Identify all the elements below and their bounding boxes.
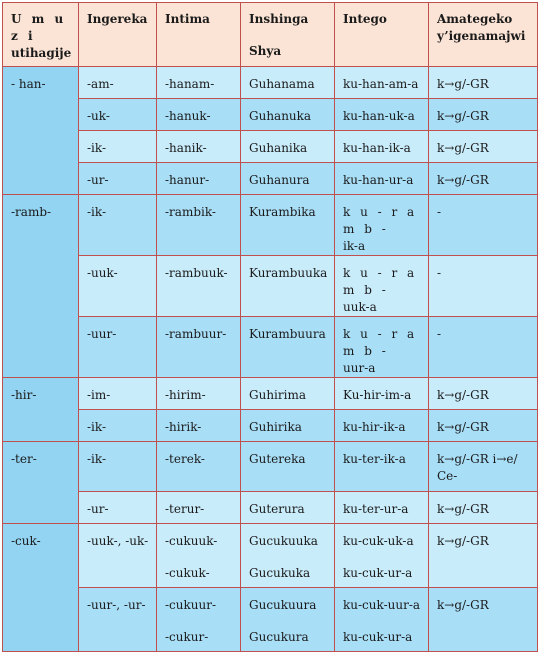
umuzi-cell xyxy=(3,524,79,652)
inshinga-cell xyxy=(241,442,335,492)
intego-cell xyxy=(335,195,429,256)
ingereka-cell xyxy=(79,378,157,410)
ingereka-cell xyxy=(79,163,157,195)
cell-text: -hirik- xyxy=(165,420,202,434)
header-text: y’igenamajwi xyxy=(437,29,526,43)
cell-text: ku-cuk-uk-a xyxy=(343,534,414,548)
cell-text: ku-han-ik-a xyxy=(343,141,411,155)
inshinga-cell xyxy=(241,378,335,410)
amategeko-cell xyxy=(429,195,538,256)
cell-text: ku-han-ur-a xyxy=(343,173,414,187)
cell-text: Gucukuuka xyxy=(249,534,318,548)
ingereka-cell xyxy=(79,317,157,378)
cell-text: -ur- xyxy=(87,502,109,516)
intego-cell xyxy=(335,442,429,492)
cell-text: ku-ter-ur-a xyxy=(343,502,409,516)
amategeko-cell xyxy=(429,163,538,195)
table-row xyxy=(3,524,538,588)
cell-text: -uur-, -ur- xyxy=(87,598,146,612)
ingereka-cell xyxy=(79,442,157,492)
header-text: Inshinga xyxy=(249,12,309,26)
cell-text: k→g/-GR i→e/ xyxy=(437,452,518,466)
cell-text: -rambik- xyxy=(165,205,216,219)
header-intego xyxy=(335,3,429,67)
table-row xyxy=(3,99,538,131)
cell-text: Gucukura xyxy=(249,630,309,644)
ingereka-cell xyxy=(79,492,157,524)
intima-cell xyxy=(157,317,241,378)
intego-cell xyxy=(335,163,429,195)
cell-text: -uuk-, -uk- xyxy=(87,534,149,548)
amategeko-cell xyxy=(429,410,538,442)
cell-text: - xyxy=(437,266,442,280)
table-row xyxy=(3,67,538,99)
amategeko-cell xyxy=(429,442,538,492)
cell-text: -cukur- xyxy=(165,630,209,644)
cell-text: Kurambika xyxy=(249,205,316,219)
intima-cell xyxy=(157,492,241,524)
intima-cell xyxy=(157,410,241,442)
cell-text: -hanur- xyxy=(165,173,210,187)
cell-text: -uk- xyxy=(87,109,110,123)
cell-text: -ik- xyxy=(87,452,107,466)
inshinga-cell xyxy=(241,163,335,195)
umuzi-text: - han- xyxy=(11,77,46,91)
cell-text: k u - r a m b - xyxy=(343,327,418,358)
cell-text: Guhanama xyxy=(249,77,315,91)
ingereka-cell xyxy=(79,195,157,256)
cell-text: Guhanuka xyxy=(249,109,312,123)
intima-cell xyxy=(157,256,241,317)
cell-text: Guhanura xyxy=(249,173,310,187)
table-body xyxy=(3,67,538,652)
cell-text: Ku-hir-im-a xyxy=(343,388,412,402)
cell-text: k→g/-GR xyxy=(437,173,489,187)
cell-text: Gucukuura xyxy=(249,598,317,612)
cell-text: Guhanika xyxy=(249,141,308,155)
umuzi-cell xyxy=(3,378,79,442)
cell-text: ik-a xyxy=(343,239,366,253)
cell-text: k→g/-GR xyxy=(437,420,489,434)
umuzi-text: -cuk- xyxy=(11,534,41,548)
header-umuzi xyxy=(3,3,79,67)
line-gap xyxy=(249,614,328,629)
cell-text: uuk-a xyxy=(343,300,377,314)
cell-text: -uuk- xyxy=(87,266,118,280)
ingereka-cell xyxy=(79,588,157,652)
cell-text: -ik- xyxy=(87,141,107,155)
umuzi-cell xyxy=(3,67,79,195)
intego-cell xyxy=(335,67,429,99)
intima-cell xyxy=(157,524,241,588)
ingereka-cell xyxy=(79,131,157,163)
cell-text: k→g/-GR xyxy=(437,77,489,91)
header-intima xyxy=(157,3,241,67)
cell-text: ku-ter-ik-a xyxy=(343,452,406,466)
umuzi-cell xyxy=(3,195,79,378)
cell-text: k→g/-GR xyxy=(437,534,489,548)
cell-text: - xyxy=(437,327,442,341)
umuzi-text: -ter- xyxy=(11,452,37,466)
cell-text: -cukuur- xyxy=(165,598,217,612)
cell-text: ku-cuk-ur-a xyxy=(343,566,413,580)
intima-cell xyxy=(157,163,241,195)
umuzi-text: -hir- xyxy=(11,388,37,402)
cell-text: Kurambuuka xyxy=(249,266,328,280)
intego-cell xyxy=(335,256,429,317)
amategeko-cell xyxy=(429,67,538,99)
inshinga-cell xyxy=(241,131,335,163)
cell-text: -im- xyxy=(87,388,111,402)
intego-cell xyxy=(335,317,429,378)
cell-text: -cukuuk- xyxy=(165,534,218,548)
table-row xyxy=(3,588,538,652)
cell-text: -hanik- xyxy=(165,141,207,155)
cell-text: -cukuk- xyxy=(165,566,210,580)
cell-text: -hirim- xyxy=(165,388,206,402)
intego-cell xyxy=(335,99,429,131)
header-text: Amategeko xyxy=(437,12,513,26)
cell-text: Guterura xyxy=(249,502,305,516)
cell-text: ku-han-uk-a xyxy=(343,109,415,123)
intego-cell xyxy=(335,492,429,524)
cell-text: k→g/-GR xyxy=(437,109,489,123)
amategeko-cell xyxy=(429,378,538,410)
inshinga-cell xyxy=(241,588,335,652)
ingereka-cell xyxy=(79,410,157,442)
line-gap xyxy=(165,550,234,565)
table-row xyxy=(3,492,538,524)
ingereka-cell xyxy=(79,256,157,317)
amategeko-cell xyxy=(429,492,538,524)
inshinga-cell xyxy=(241,317,335,378)
header-text: Shya xyxy=(249,44,282,58)
cell-text: Ce- xyxy=(437,469,458,483)
cell-text: -am- xyxy=(87,77,114,91)
umuzi-cell xyxy=(3,442,79,524)
cell-text: ku-cuk-ur-a xyxy=(343,630,413,644)
cell-text: -rambuuk- xyxy=(165,266,228,280)
header-text: U m u z i xyxy=(11,12,67,43)
intima-cell xyxy=(157,131,241,163)
header-text: Intego xyxy=(343,12,387,26)
table-row xyxy=(3,256,538,317)
line-gap xyxy=(165,614,234,629)
inshinga-cell xyxy=(241,195,335,256)
cell-text: -ik- xyxy=(87,420,107,434)
table-row xyxy=(3,131,538,163)
amategeko-cell xyxy=(429,317,538,378)
ingereka-cell xyxy=(79,67,157,99)
inshinga-cell xyxy=(241,524,335,588)
line-gap xyxy=(249,550,328,565)
cell-text: -ur- xyxy=(87,173,109,187)
cell-text: k u - r a m b - xyxy=(343,205,418,236)
intego-cell xyxy=(335,410,429,442)
amategeko-cell xyxy=(429,256,538,317)
cell-text: Gucukuka xyxy=(249,566,311,580)
cell-text: -rambuur- xyxy=(165,327,227,341)
intima-cell xyxy=(157,378,241,410)
header-amategeko xyxy=(429,3,538,67)
ingereka-cell xyxy=(79,524,157,588)
line-gap xyxy=(343,614,422,629)
cell-text: Guhirika xyxy=(249,420,302,434)
header-ingereka xyxy=(79,3,157,67)
amategeko-cell xyxy=(429,131,538,163)
cell-text: ku-han-am-a xyxy=(343,77,419,91)
cell-text: ku-cuk-uur-a xyxy=(343,598,421,612)
cell-text: k→g/-GR xyxy=(437,141,489,155)
amategeko-cell xyxy=(429,524,538,588)
table-row xyxy=(3,378,538,410)
cell-text: Guhirima xyxy=(249,388,306,402)
header-text: Ingereka xyxy=(87,12,148,26)
table-row xyxy=(3,410,538,442)
table-row xyxy=(3,163,538,195)
line-gap xyxy=(343,550,422,565)
intima-cell xyxy=(157,442,241,492)
cell-text: Kurambuura xyxy=(249,327,326,341)
header-text: utihagije xyxy=(11,46,72,60)
verb-derivation-table xyxy=(2,2,538,652)
cell-text: -hanam- xyxy=(165,77,215,91)
cell-text: k→g/-GR xyxy=(437,388,489,402)
table-row xyxy=(3,442,538,492)
intima-cell xyxy=(157,588,241,652)
ingereka-cell xyxy=(79,99,157,131)
cell-text: - xyxy=(437,205,442,219)
inshinga-cell xyxy=(241,410,335,442)
cell-text: -terek- xyxy=(165,452,205,466)
table-container xyxy=(2,2,538,652)
intego-cell xyxy=(335,588,429,652)
cell-text: Gutereka xyxy=(249,452,306,466)
cell-text: -ik- xyxy=(87,205,107,219)
cell-text: k→g/-GR xyxy=(437,502,489,516)
amategeko-cell xyxy=(429,588,538,652)
inshinga-cell xyxy=(241,99,335,131)
line-gap xyxy=(249,28,328,43)
cell-text: k→g/-GR xyxy=(437,598,489,612)
intima-cell xyxy=(157,195,241,256)
cell-text: -terur- xyxy=(165,502,205,516)
header-text: Intima xyxy=(165,12,210,26)
intima-cell xyxy=(157,99,241,131)
cell-text: -uur- xyxy=(87,327,117,341)
inshinga-cell xyxy=(241,492,335,524)
table-row xyxy=(3,195,538,256)
cell-text: ku-hir-ik-a xyxy=(343,420,406,434)
cell-text: k u - r a m b - xyxy=(343,266,418,297)
intego-cell xyxy=(335,378,429,410)
table-row xyxy=(3,317,538,378)
intego-cell xyxy=(335,524,429,588)
amategeko-cell xyxy=(429,99,538,131)
inshinga-cell xyxy=(241,256,335,317)
header-row xyxy=(3,3,538,67)
intego-cell xyxy=(335,131,429,163)
header-inshinga xyxy=(241,3,335,67)
inshinga-cell xyxy=(241,67,335,99)
intima-cell xyxy=(157,67,241,99)
umuzi-text: -ramb- xyxy=(11,205,52,219)
cell-text: -hanuk- xyxy=(165,109,211,123)
cell-text: uur-a xyxy=(343,361,376,375)
